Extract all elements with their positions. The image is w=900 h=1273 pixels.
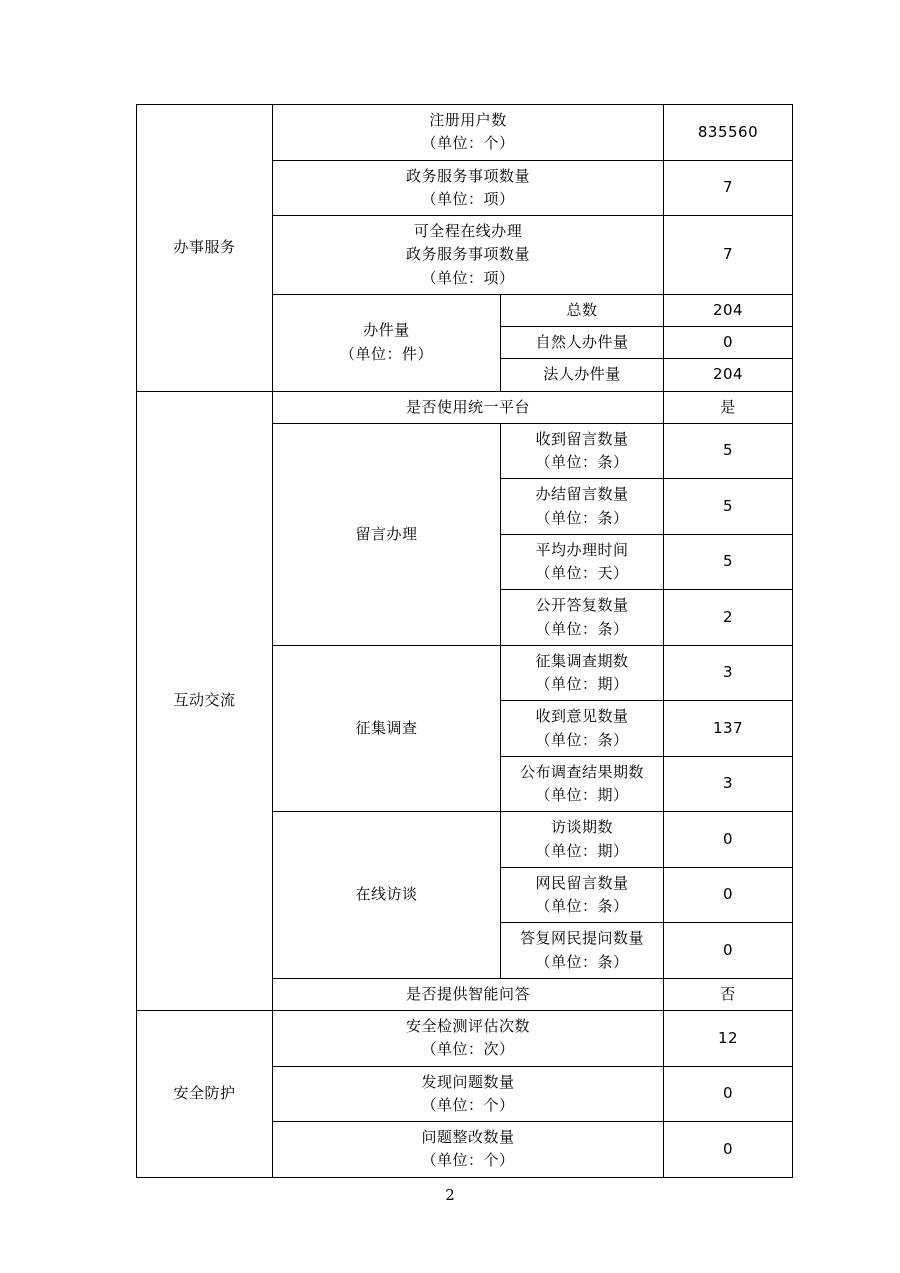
metric-label-cell: 注册用户数 （单位：个） [273, 105, 664, 161]
metric-sublabel-cell: 公开答复数量 （单位：条） [501, 590, 664, 646]
metric-label-cell: 可全程在线办理 政务服务事项数量 （单位：项） [273, 216, 664, 295]
metric-value-cell: 0 [664, 1122, 793, 1178]
category-cell-anquan: 安全防护 [137, 1011, 273, 1178]
metric-sublabel-cell: 法人办件量 [501, 359, 664, 391]
metric-value-cell: 5 [664, 479, 793, 535]
category-cell-banshi: 办事服务 [137, 105, 273, 392]
report-table-container [136, 104, 792, 1178]
metric-value-cell: 5 [664, 423, 793, 479]
metric-value-cell: 否 [664, 978, 793, 1010]
metric-value-cell: 3 [664, 645, 793, 701]
metric-value-cell: 是 [664, 391, 793, 423]
metric-value-cell: 0 [664, 812, 793, 868]
metric-label-cell: 办件量 （单位：件） [273, 294, 501, 391]
annual-report-table [136, 104, 793, 1178]
metric-sublabel-cell: 访谈期数 （单位：期） [501, 812, 664, 868]
metric-value-cell: 12 [664, 1011, 793, 1067]
metric-value-cell: 0 [664, 923, 793, 979]
metric-value-cell: 0 [664, 1066, 793, 1122]
metric-value-cell: 3 [664, 756, 793, 812]
metric-value-cell: 204 [664, 359, 793, 391]
metric-sublabel-cell: 答复网民提问数量 （单位：条） [501, 923, 664, 979]
metric-label-cell: 在线访谈 [273, 812, 501, 979]
metric-sublabel-cell: 办结留言数量 （单位：条） [501, 479, 664, 535]
metric-label-cell: 发现问题数量 （单位：个） [273, 1066, 664, 1122]
metric-label-cell: 征集调查 [273, 645, 501, 812]
category-cell-hudong: 互动交流 [137, 391, 273, 1011]
metric-value-cell: 835560 [664, 105, 793, 161]
metric-sublabel-cell: 自然人办件量 [501, 327, 664, 359]
metric-value-cell: 7 [664, 160, 793, 216]
metric-sublabel-cell: 总数 [501, 294, 664, 326]
metric-value-cell: 204 [664, 294, 793, 326]
metric-label-cell: 是否使用统一平台 [273, 391, 664, 423]
metric-sublabel-cell: 收到留言数量 （单位：条） [501, 423, 664, 479]
metric-value-cell: 2 [664, 590, 793, 646]
metric-sublabel-cell: 网民留言数量 （单位：条） [501, 867, 664, 923]
metric-label-cell: 政务服务事项数量 （单位：项） [273, 160, 664, 216]
metric-value-cell: 0 [664, 867, 793, 923]
metric-value-cell: 0 [664, 327, 793, 359]
metric-sublabel-cell: 收到意见数量 （单位：条） [501, 701, 664, 757]
metric-sublabel-cell: 公布调查结果期数 （单位：期） [501, 756, 664, 812]
table-row [137, 105, 793, 161]
metric-label-cell: 留言办理 [273, 423, 501, 645]
metric-label-cell: 安全检测评估次数 （单位：次） [273, 1011, 664, 1067]
table-row [137, 1011, 793, 1067]
metric-value-cell: 5 [664, 534, 793, 590]
metric-label-cell: 问题整改数量 （单位：个） [273, 1122, 664, 1178]
page-number: 2 [445, 1186, 455, 1204]
metric-sublabel-cell: 平均办理时间 （单位：天） [501, 534, 664, 590]
metric-label-cell: 是否提供智能问答 [273, 978, 664, 1010]
metric-value-cell: 137 [664, 701, 793, 757]
metric-value-cell: 7 [664, 216, 793, 295]
table-row [137, 391, 793, 423]
metric-sublabel-cell: 征集调查期数 （单位：期） [501, 645, 664, 701]
